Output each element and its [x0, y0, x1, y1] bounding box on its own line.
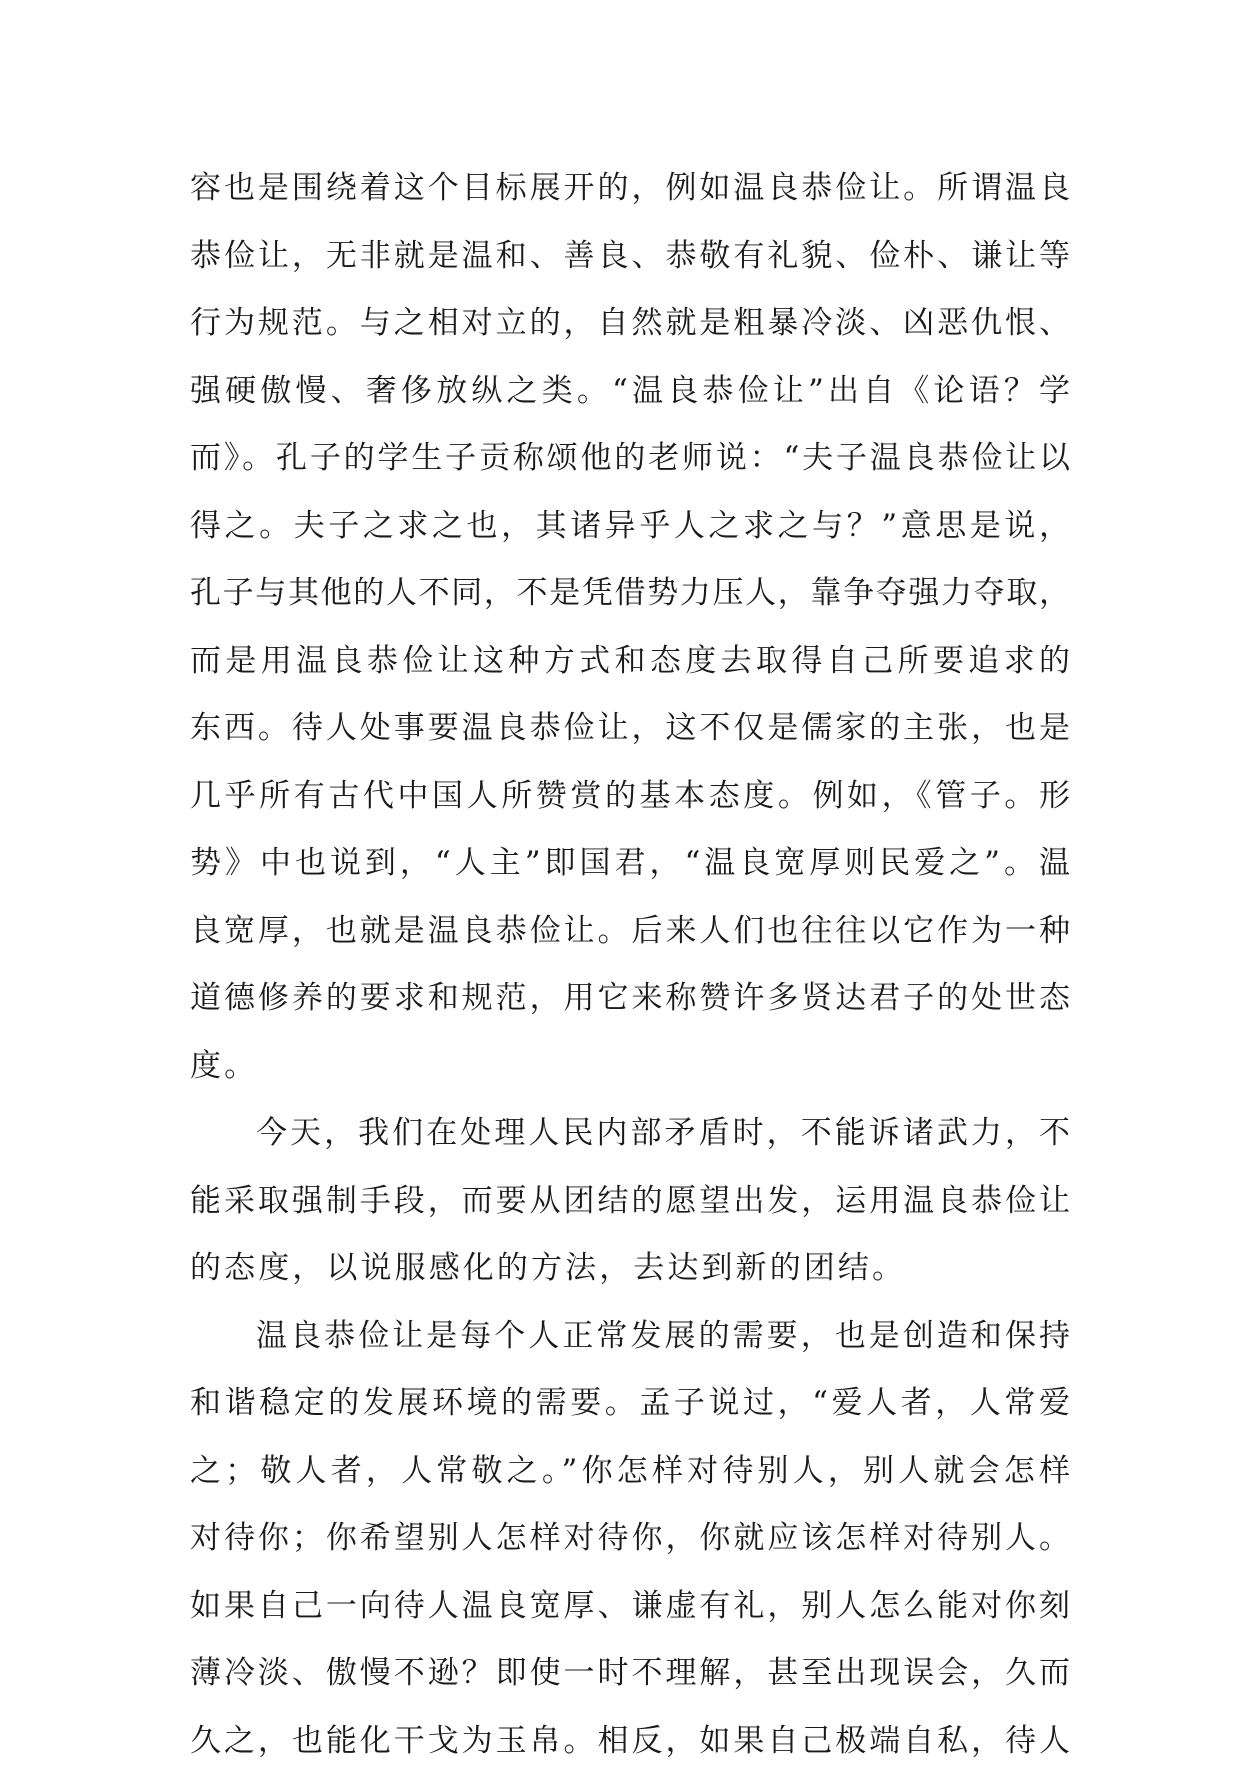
text-line-paragraph-end: 度。 [190, 1033, 1070, 1101]
text-line: 道德修养的要求和规范，用它来称赞许多贤达君子的处世态 [190, 965, 1070, 1033]
text-line: 行为规范。与之相对立的，自然就是粗暴冷淡、凶恶仇恨、 [190, 290, 1070, 358]
text-line: 而是用温良恭俭让这种方式和态度去取得自己所要追求的 [190, 628, 1070, 696]
text-line: 而》。孔子的学生子贡称颂他的老师说：“夫子温良恭俭让以 [190, 425, 1070, 493]
text-line: 势》中也说到，“人主”即国君，“温良宽厚则民爱之”。温 [190, 830, 1070, 898]
text-line: 之；敬人者，人常敬之。”你怎样对待别人，别人就会怎样 [190, 1438, 1070, 1506]
document-text-body [190, 155, 1070, 1775]
text-line: 恭俭让，无非就是温和、善良、恭敬有礼貌、俭朴、谦让等 [190, 223, 1070, 291]
text-line: 久之，也能化干戈为玉帛。相反，如果自己极端自私，待人 [190, 1708, 1070, 1775]
text-line: 对待你；你希望别人怎样对待你，你就应该怎样对待别人。 [190, 1505, 1070, 1573]
text-line: 孔子与其他的人不同，不是凭借势力压人，靠争夺强力夺取， [190, 560, 1070, 628]
text-line: 几乎所有古代中国人所赞赏的基本态度。例如，《管子。形 [190, 763, 1070, 831]
text-line-paragraph-end: 的态度，以说服感化的方法，去达到新的团结。 [190, 1235, 1070, 1303]
text-line: 能采取强制手段，而要从团结的愿望出发，运用温良恭俭让 [190, 1168, 1070, 1236]
text-line: 容也是围绕着这个目标展开的，例如温良恭俭让。所谓温良 [190, 155, 1070, 223]
text-line-paragraph-start: 今天，我们在处理人民内部矛盾时，不能诉诸武力，不 [190, 1100, 1070, 1168]
text-line: 和谐稳定的发展环境的需要。孟子说过，“爱人者，人常爱 [190, 1370, 1070, 1438]
text-line: 如果自己一向待人温良宽厚、谦虚有礼，别人怎么能对你刻 [190, 1573, 1070, 1641]
text-line-paragraph-start: 温良恭俭让是每个人正常发展的需要，也是创造和保持 [190, 1303, 1070, 1371]
text-line: 得之。夫子之求之也，其诸异乎人之求之与？”意思是说， [190, 493, 1070, 561]
text-line: 薄冷淡、傲慢不逊？即使一时不理解，甚至出现误会，久而 [190, 1640, 1070, 1708]
text-line: 东西。待人处事要温良恭俭让，这不仅是儒家的主张，也是 [190, 695, 1070, 763]
text-line: 强硬傲慢、奢侈放纵之类。“温良恭俭让”出自《论语？学 [190, 358, 1070, 426]
text-line: 良宽厚，也就是温良恭俭让。后来人们也往往以它作为一种 [190, 898, 1070, 966]
